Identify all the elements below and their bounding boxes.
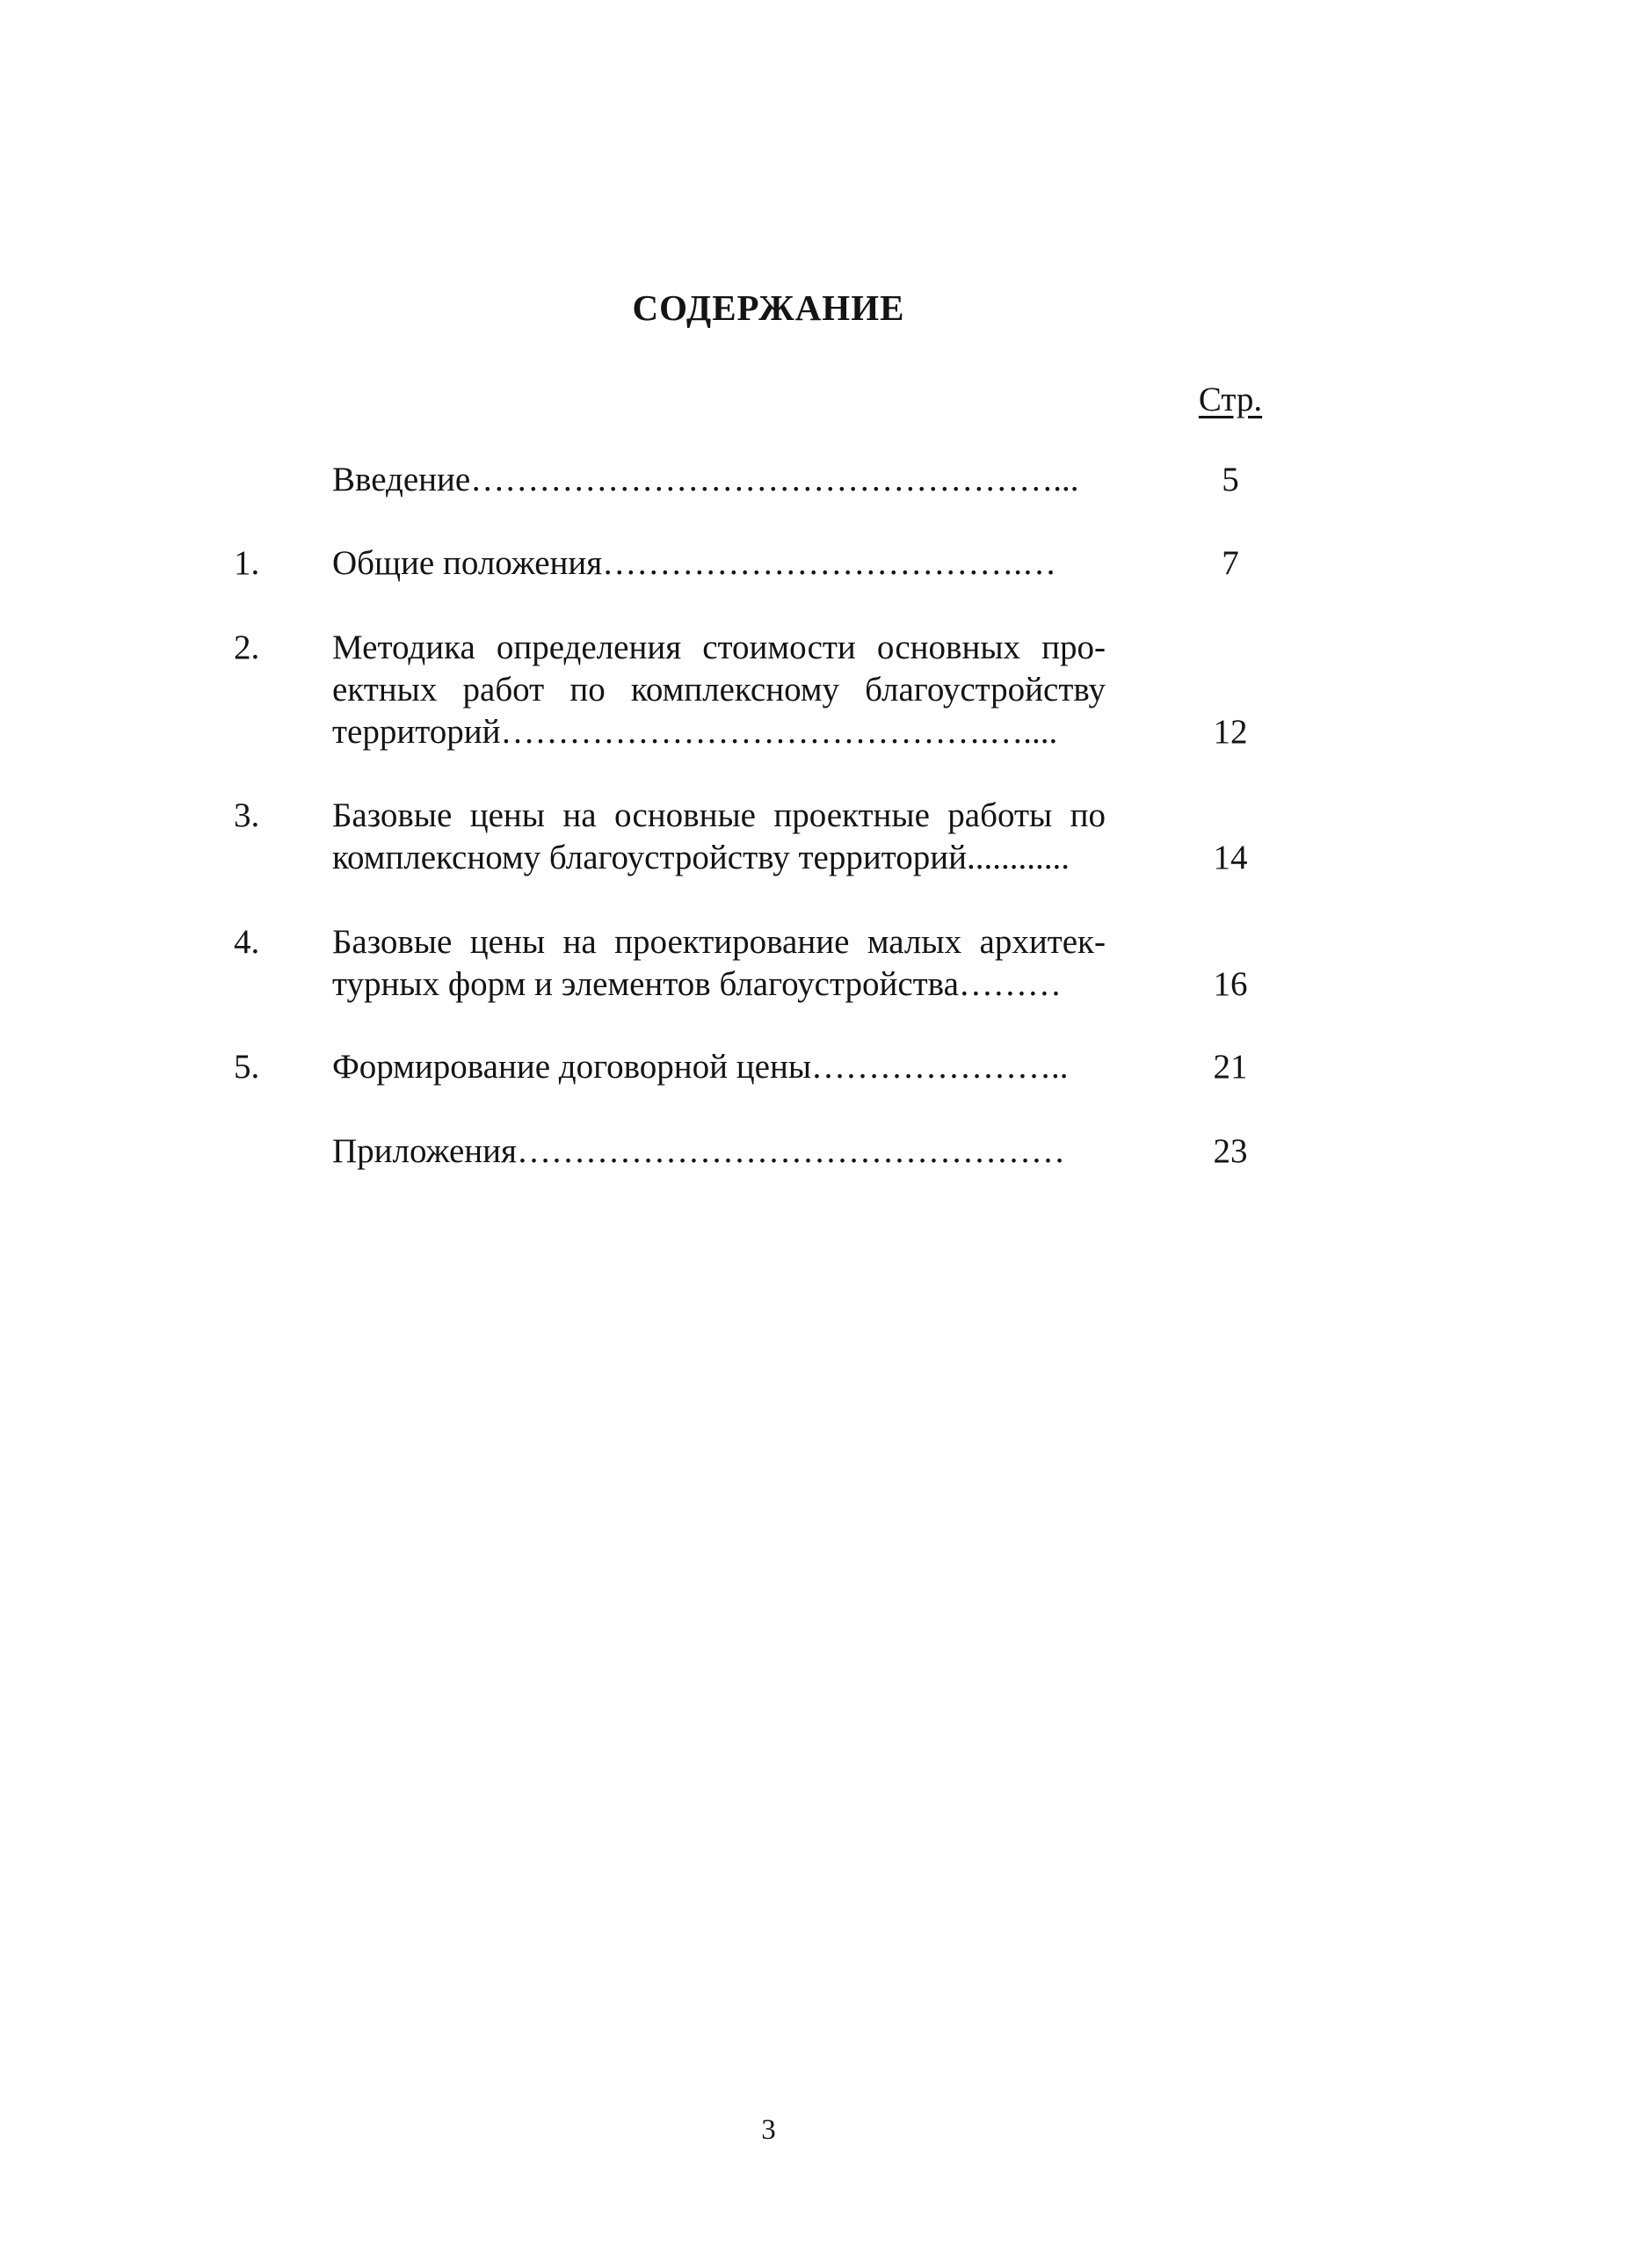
toc-entry-title — [332, 1130, 1106, 1173]
toc-entry-title — [332, 795, 1106, 879]
toc-entry-line: Базовые цены на основные проектные работы по — [332, 796, 1106, 834]
toc-entry-base-prices-design[interactable] — [0, 795, 1625, 879]
toc-entry-title — [332, 627, 1106, 753]
toc-entry-line: Введение……………………………………………... — [332, 461, 1079, 498]
toc-entry-number: 3. — [234, 796, 260, 834]
toc-entry-base-prices-small-forms[interactable] — [0, 921, 1625, 1006]
toc-entry-page: 7 — [1222, 544, 1239, 582]
toc-entry-title — [332, 1046, 1106, 1088]
toc-entry-contract-price[interactable] — [0, 1046, 1625, 1088]
toc-entry-line: Формирование договорной цены………………….. — [332, 1048, 1069, 1086]
page-title: СОДЕРЖАНИЕ — [632, 287, 905, 328]
toc-entry-line: Общие положения……………………………….… — [332, 544, 1056, 582]
toc-entry-page: 12 — [1213, 713, 1248, 751]
toc-entry-number: 1. — [234, 544, 260, 582]
toc-entry-line: Приложения………………………………………… — [332, 1132, 1065, 1170]
toc-entry-page: 14 — [1213, 839, 1248, 876]
toc-entry-number: 4. — [234, 923, 260, 961]
toc-entry-line: Методика определения стоимости основных про- — [332, 629, 1106, 666]
toc-entry-appendices[interactable] — [0, 1130, 1625, 1173]
toc-entry-page: 5 — [1222, 461, 1239, 498]
toc-entry-page: 21 — [1213, 1048, 1248, 1086]
toc-entry-page: 16 — [1213, 965, 1248, 1003]
toc-entry-line: ектных работ по комплексному благоустройству — [332, 671, 1106, 709]
toc-entry-number: 2. — [234, 629, 260, 666]
page-column-header: Стр. — [1198, 381, 1263, 418]
toc-entry-page: 23 — [1213, 1132, 1248, 1170]
toc-entry-introduction[interactable] — [0, 459, 1625, 501]
toc-entry-number: 5. — [234, 1048, 260, 1086]
toc-entry-title — [332, 542, 1106, 585]
toc-entry-general-provisions[interactable] — [0, 542, 1625, 585]
toc-entry-cost-methodology[interactable] — [0, 627, 1625, 753]
toc-entry-line: территорий…………………………………….….... — [332, 713, 1058, 751]
toc-entry-line: комплексному благоустройству территорий............ — [332, 839, 1070, 876]
toc-entry-line: турных форм и элементов благоустройства……… — [332, 965, 1062, 1003]
toc-entry-title — [332, 921, 1106, 1006]
footer-page-number: 3 — [761, 2114, 776, 2146]
toc-entry-title — [332, 459, 1106, 501]
toc-entry-line: Базовые цены на проектирование малых архитек- — [332, 923, 1106, 961]
